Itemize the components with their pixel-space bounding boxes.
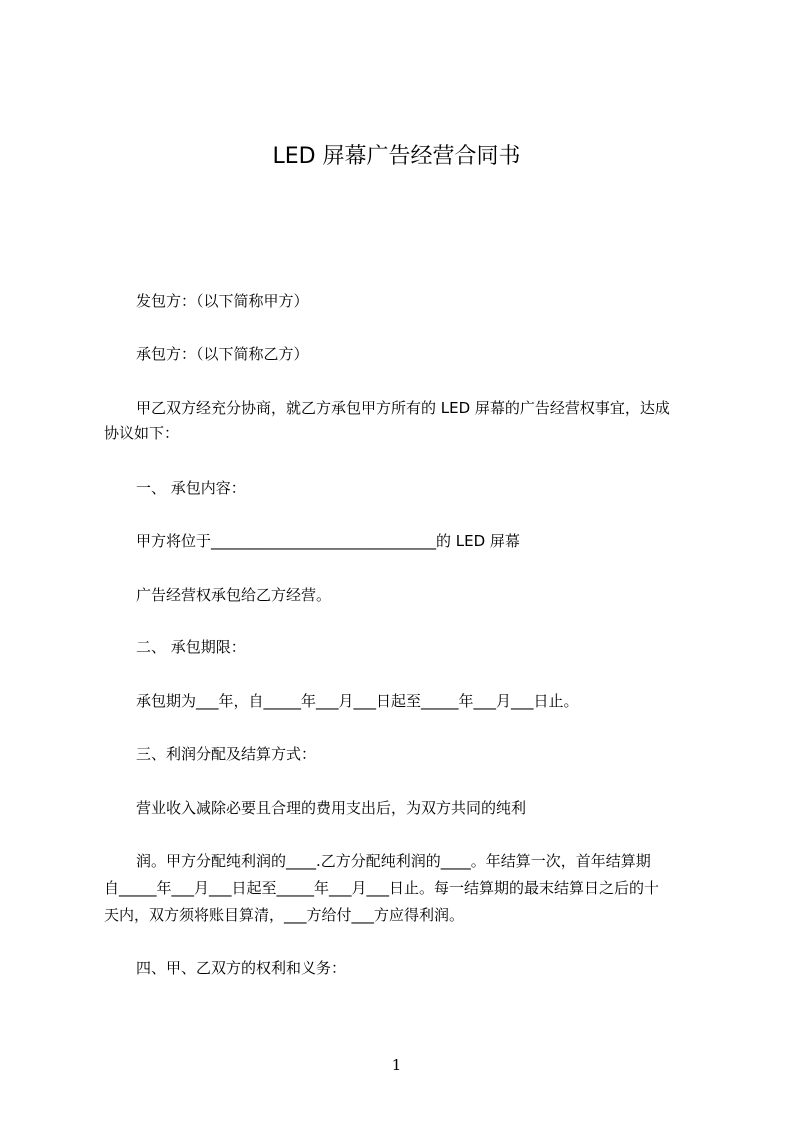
section3-heading: 三、利润分配及结算方式： <box>136 745 317 763</box>
party-a-line: 发包方：（以下简称甲方） <box>136 292 309 310</box>
party-b-line: 承包方：（以下简称乙方） <box>136 345 309 363</box>
section3-line-2: 润。甲方分配纯利润的____.乙方分配纯利润的____。年结算一次，首年结算期 <box>136 852 651 870</box>
section3-line-3: 自_____年___月___日起至_____年___月___日止。每一结算期的最末结算日之后的十 <box>104 879 660 897</box>
intro-line-2: 协议如下： <box>104 424 180 442</box>
section1-line-2: 广告经营权承包给乙方经营。 <box>136 586 332 604</box>
section3-line-4: 天内，双方须将账目算清，___方给付___方应得利润。 <box>104 906 465 924</box>
page-number: 1 <box>391 1056 402 1074</box>
document-title: LED 屏幕广告经营合同书 <box>272 144 521 169</box>
section3-line-1: 营业收入减除必要且合理的费用支出后，为双方共同的纯利 <box>136 799 527 817</box>
section4-heading: 四、甲、乙双方的权利和义务： <box>136 959 347 977</box>
section2-line-1: 承包期为___年，自_____年___月___日起至_____年___月___日止。 <box>136 692 579 710</box>
section2-heading: 二、 承包期限： <box>136 638 246 656</box>
section1-line-1: 甲方将位于______________________________的 LED 屏幕 <box>136 532 520 550</box>
section1-heading: 一、 承包内容： <box>136 479 246 497</box>
intro-line-1: 甲乙双方经充分协商，就乙方承包甲方所有的 LED 屏幕的广告经营权事宜，达成 <box>136 399 670 417</box>
